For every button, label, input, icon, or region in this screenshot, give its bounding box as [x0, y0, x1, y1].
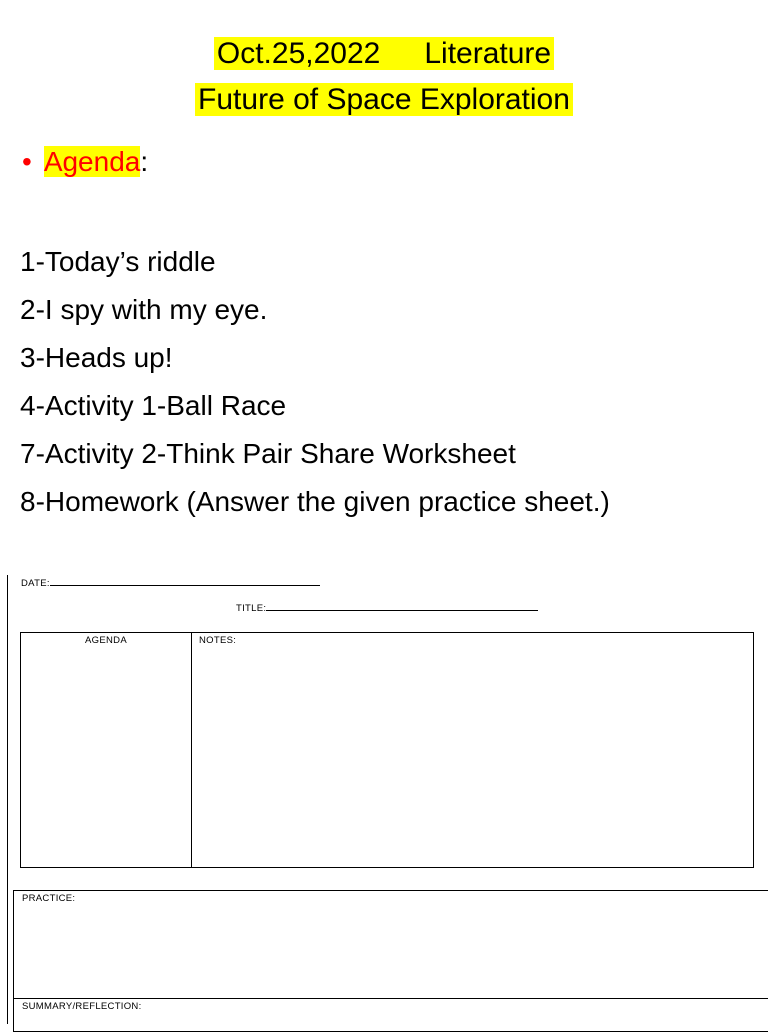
bullet-icon: • [22, 146, 32, 177]
worksheet-date-label: DATE: [21, 578, 50, 589]
worksheet-agenda-label: AGENDA [85, 635, 127, 646]
worksheet-agenda-column [21, 633, 192, 867]
agenda-item-2: 2-I spy with my eye. [20, 294, 268, 325]
agenda-item-6: 8-Homework (Answer the given practice sheet.) [20, 486, 610, 517]
agenda-heading-colon: : [140, 146, 149, 177]
title-date-subject-highlight [214, 37, 554, 70]
title-date: Oct.25,2022 [216, 37, 381, 70]
worksheet-practice-label: PRACTICE: [22, 893, 76, 904]
title-topic: Future of Space Exploration [195, 83, 573, 116]
title-line-1 [0, 36, 768, 72]
agenda-heading [22, 144, 148, 180]
worksheet-notes-label: NOTES: [199, 635, 237, 646]
worksheet-title-blank [266, 601, 538, 611]
agenda-item-5: 7-Activity 2-Think Pair Share Worksheet [20, 438, 516, 469]
worksheet-left-border [7, 575, 8, 1024]
worksheet-summary-divider [14, 998, 768, 999]
title-subject: Literature [424, 37, 552, 70]
worksheet-date-line [21, 576, 320, 589]
worksheet-title-line [236, 601, 538, 614]
agenda-list [20, 238, 610, 526]
worksheet-date-blank [50, 576, 320, 586]
worksheet-summary-label: SUMMARY/REFLECTION: [22, 1001, 142, 1012]
agenda-item-3: 3-Heads up! [20, 342, 173, 373]
agenda-heading-word: Agenda [43, 146, 141, 177]
agenda-item-4: 4-Activity 1-Ball Race [20, 390, 287, 421]
worksheet-agenda-notes-box [20, 632, 754, 868]
worksheet-practice-summary-box [13, 890, 768, 1032]
title-line-2 [0, 82, 768, 118]
worksheet-title-label: TITLE: [236, 603, 267, 614]
notes-worksheet [0, 570, 768, 1024]
agenda-item-1: 1-Today’s riddle [20, 246, 216, 277]
